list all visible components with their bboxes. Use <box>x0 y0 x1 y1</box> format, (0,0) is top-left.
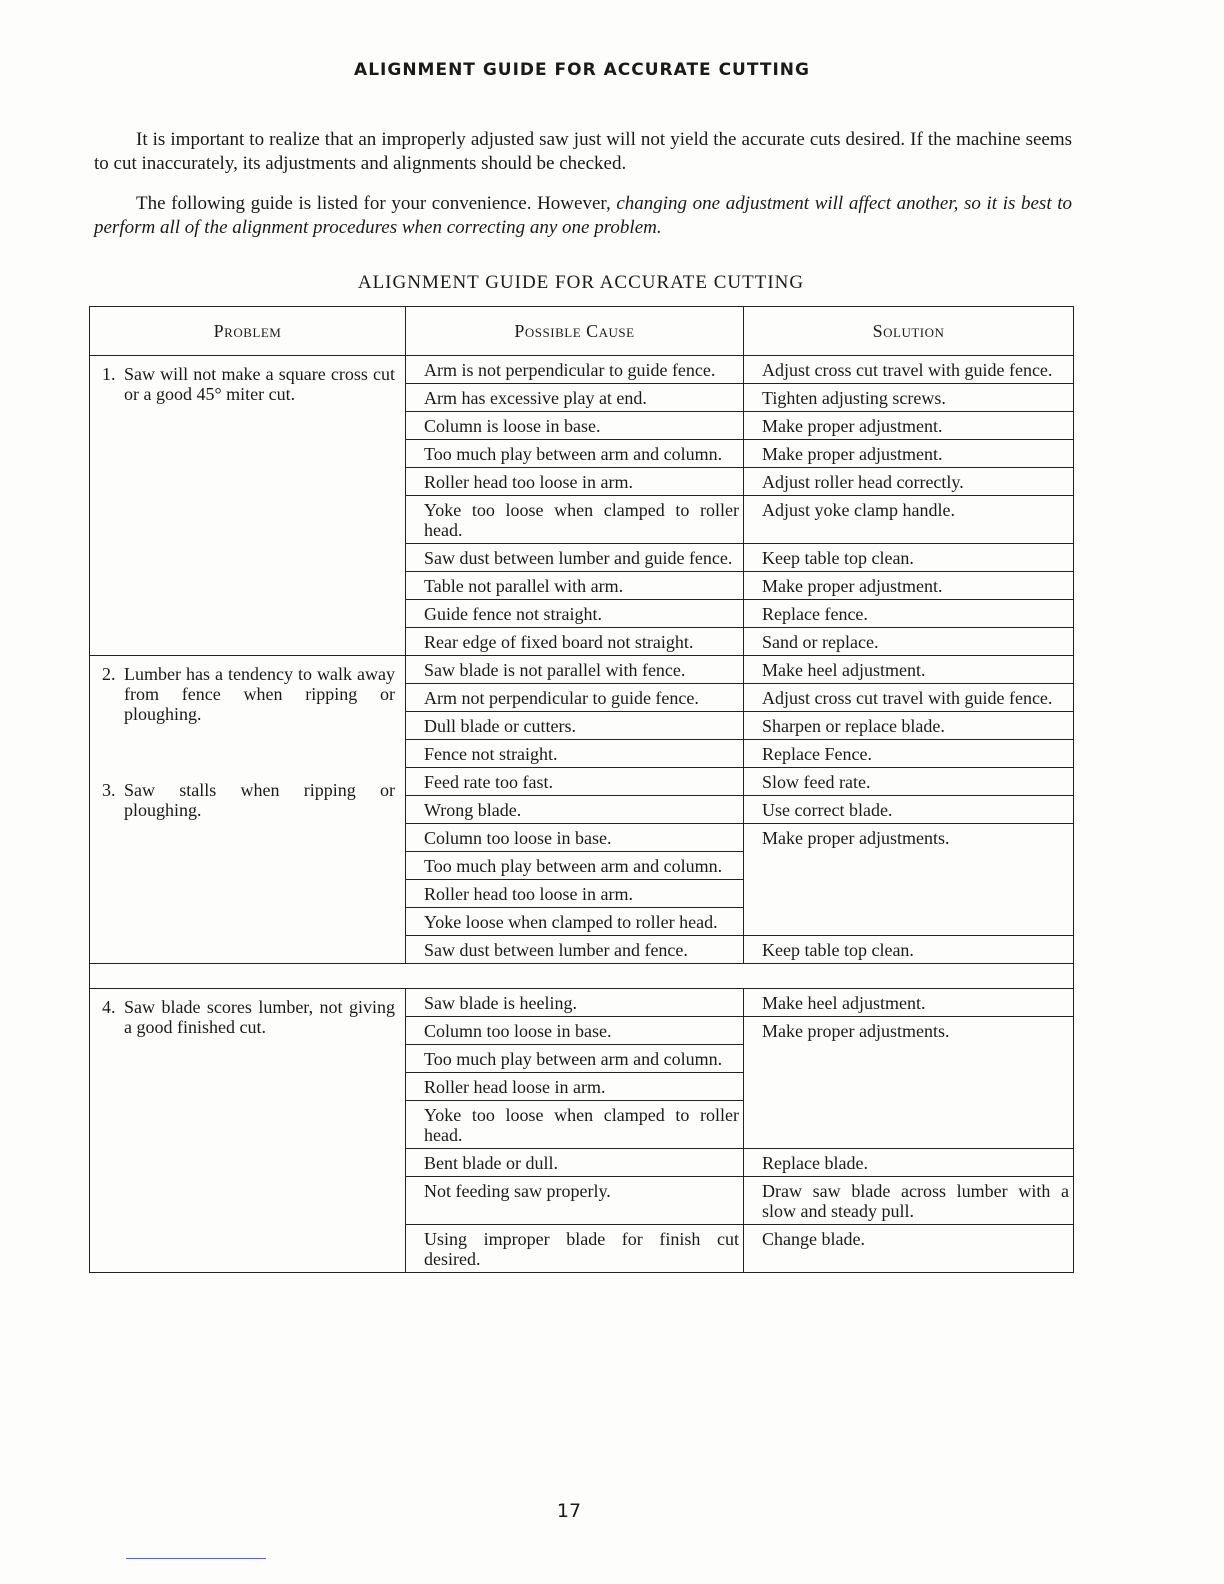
table-body <box>90 356 1074 1273</box>
solution-cell: Sand or replace. <box>744 628 1074 656</box>
table-row <box>90 656 1074 684</box>
problem-number: 3. <box>102 780 116 800</box>
cause-cell: Yoke loose when clamped to roller head. <box>406 908 744 936</box>
intro-paragraph-2 <box>94 192 1072 240</box>
cause-cell: Arm is not perpendicular to guide fence. <box>406 356 744 384</box>
cause-cell: Wrong blade. <box>406 796 744 824</box>
cause-cell: Column too loose in base. <box>406 824 744 852</box>
cause-cell: Feed rate too fast. <box>406 768 744 796</box>
cause-cell: Saw blade is heeling. <box>406 989 744 1017</box>
cause-cell: Column is loose in base. <box>406 412 744 440</box>
cause-cell: Roller head too loose in arm. <box>406 880 744 908</box>
solution-cell: Replace blade. <box>744 1149 1074 1177</box>
cause-cell: Too much play between arm and column. <box>406 440 744 468</box>
solution-cell: Adjust yoke clamp handle. <box>744 496 1074 544</box>
problem-text: Saw blade scores lumber, not giving a good finished cut. <box>124 997 395 1037</box>
alignment-guide-table <box>89 306 1074 1273</box>
problem-cell <box>90 656 406 964</box>
solution-cell: Adjust cross cut travel with guide fence. <box>744 684 1074 712</box>
header-problem: Problem <box>90 307 406 356</box>
cause-cell: Yoke too loose when clamped to roller head. <box>406 1101 744 1149</box>
solution-cell: Make heel adjustment. <box>744 656 1074 684</box>
solution-cell: Slow feed rate. <box>744 768 1074 796</box>
group-spacer <box>90 964 1074 989</box>
solution-cell: Make proper adjustment. <box>744 412 1074 440</box>
problem-number: 2. <box>102 664 116 684</box>
cause-cell: Saw blade is not parallel with fence. <box>406 656 744 684</box>
solution-cell: Make heel adjustment. <box>744 989 1074 1017</box>
solution-cell: Draw saw blade across lumber with a slow and steady pull. <box>744 1177 1074 1225</box>
cause-cell: Roller head loose in arm. <box>406 1073 744 1101</box>
problem-cell <box>90 989 406 1273</box>
header-solution: Solution <box>744 307 1074 356</box>
cause-cell: Fence not straight. <box>406 740 744 768</box>
problem-number: 4. <box>102 997 116 1017</box>
intro-paragraph-1: It is important to realize that an improperly adjusted saw just will not yield the accurate cuts desired. If the machine seems to cut inaccurately, its adjustments and alignments should be checked. <box>94 129 1072 174</box>
solution-cell: Change blade. <box>744 1225 1074 1273</box>
solution-cell: Keep table top clean. <box>744 936 1074 964</box>
cause-cell: Yoke too loose when clamped to roller head. <box>406 496 744 544</box>
solution-cell: Use correct blade. <box>744 796 1074 824</box>
problem-item <box>102 364 395 404</box>
problem-item <box>102 780 395 820</box>
table-row <box>90 356 1074 384</box>
problem-item <box>102 997 395 1037</box>
cause-cell: Guide fence not straight. <box>406 600 744 628</box>
solution-cell: Keep table top clean. <box>744 544 1074 572</box>
cause-cell: Dull blade or cutters. <box>406 712 744 740</box>
cause-cell: Using improper blade for finish cut desired. <box>406 1225 744 1273</box>
cause-cell: Too much play between arm and column. <box>406 1045 744 1073</box>
header-possible-cause: Possible Cause <box>406 307 744 356</box>
solution-cell: Make proper adjustment. <box>744 572 1074 600</box>
solution-cell: Tighten adjusting screws. <box>744 384 1074 412</box>
cause-cell: Not feeding saw properly. <box>406 1177 744 1225</box>
intro-italic-text: changing one adjustment will affect another, so it is best to perform all of the alignment procedures when correcting any one problem. <box>94 193 1072 238</box>
page-number: 17 <box>556 1500 582 1522</box>
group-spacer-row <box>90 964 1074 989</box>
cause-cell: Saw dust between lumber and fence. <box>406 936 744 964</box>
cause-cell: Too much play between arm and column. <box>406 852 744 880</box>
problem-item <box>102 664 395 724</box>
table-row <box>90 989 1074 1017</box>
solution-cell: Replace Fence. <box>744 740 1074 768</box>
table-caption: ALIGNMENT GUIDE FOR ACCURATE CUTTING <box>357 272 805 293</box>
problem-text: Lumber has a tendency to walk away from fence when ripping or ploughing. <box>124 664 395 724</box>
problem-cell <box>90 356 406 656</box>
intro-plain-text: The following guide is listed for your convenience. However, <box>136 193 617 214</box>
problem-text: Saw stalls when ripping or ploughing. <box>124 780 395 820</box>
solution-cell: Adjust roller head correctly. <box>744 468 1074 496</box>
cause-cell: Roller head too loose in arm. <box>406 468 744 496</box>
bottom-rule <box>126 1558 266 1559</box>
cause-cell: Arm not perpendicular to guide fence. <box>406 684 744 712</box>
problem-text: Saw will not make a square cross cut or a good 45° miter cut. <box>124 364 395 404</box>
solution-cell: Sharpen or replace blade. <box>744 712 1074 740</box>
cause-cell: Column too loose in base. <box>406 1017 744 1045</box>
cause-cell: Arm has excessive play at end. <box>406 384 744 412</box>
solution-cell: Replace fence. <box>744 600 1074 628</box>
page-heading: ALIGNMENT GUIDE FOR ACCURATE CUTTING <box>354 60 810 80</box>
solution-cell: Adjust cross cut travel with guide fence. <box>744 356 1074 384</box>
solution-cell: Make proper adjustments. <box>744 1017 1074 1149</box>
table-header-row <box>90 307 1074 356</box>
cause-cell: Bent blade or dull. <box>406 1149 744 1177</box>
cause-cell: Table not parallel with arm. <box>406 572 744 600</box>
solution-cell: Make proper adjustments. <box>744 824 1074 936</box>
cause-cell: Rear edge of fixed board not straight. <box>406 628 744 656</box>
cause-cell: Saw dust between lumber and guide fence. <box>406 544 744 572</box>
problem-number: 1. <box>102 364 116 384</box>
solution-cell: Make proper adjustment. <box>744 440 1074 468</box>
